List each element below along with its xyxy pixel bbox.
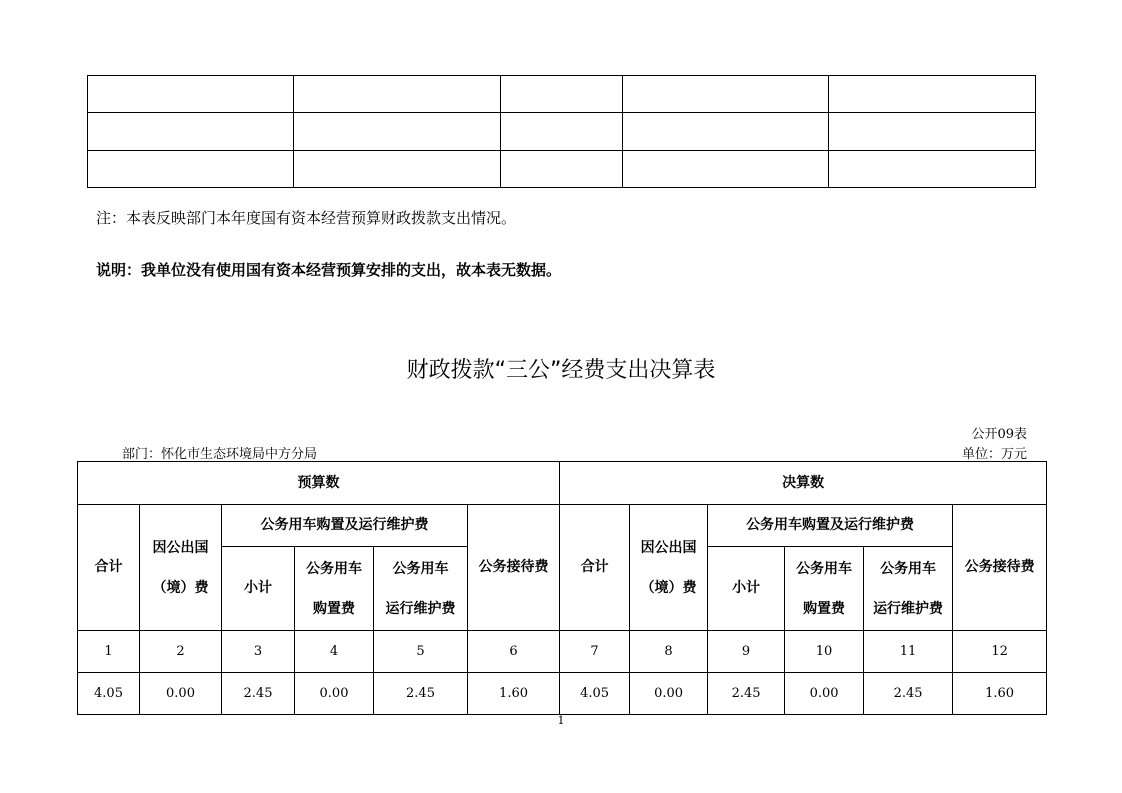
table-row bbox=[88, 113, 1036, 150]
column-number-cell: 8 bbox=[630, 631, 708, 673]
column-number-cell: 6 bbox=[468, 631, 560, 673]
value-cell: 1.60 bbox=[468, 673, 560, 715]
table-note: 注：本表反映部门本年度国有资本经营预算财政拨款支出情况。 bbox=[96, 209, 517, 227]
final-operation-header: 公务用车 运行维护费 bbox=[864, 547, 953, 631]
column-number-cell: 2 bbox=[140, 631, 222, 673]
value-cell: 0.00 bbox=[140, 673, 222, 715]
table-row bbox=[88, 150, 1036, 187]
table-row-group-headers bbox=[78, 462, 1047, 505]
value-cell: 2.45 bbox=[864, 673, 953, 715]
table-row bbox=[88, 76, 1036, 113]
final-abroad-header: 因公出国 （境）费 bbox=[630, 505, 708, 631]
table-row-headers bbox=[78, 505, 1047, 547]
budget-header: 预算数 bbox=[78, 462, 560, 505]
column-number-cell: 11 bbox=[864, 631, 953, 673]
page-number: 1 bbox=[557, 714, 565, 727]
final-subtotal-header: 小计 bbox=[708, 547, 785, 631]
budget-purchase-header: 公务用车 购置费 bbox=[295, 547, 374, 631]
final-reception-header: 公务接待费 bbox=[953, 505, 1047, 631]
value-cell: 1.60 bbox=[953, 673, 1047, 715]
budget-total-header: 合计 bbox=[78, 505, 140, 631]
page-title: 财政拨款“三公”经费支出决算表 bbox=[406, 358, 716, 383]
value-cell: 4.05 bbox=[78, 673, 140, 715]
column-number-cell: 9 bbox=[708, 631, 785, 673]
value-cell: 0.00 bbox=[295, 673, 374, 715]
previous-table-empty-grid bbox=[87, 75, 1036, 188]
column-number-cell: 4 bbox=[295, 631, 374, 673]
form-number: 公开09表 bbox=[971, 427, 1027, 442]
final-vehicle-header: 公务用车购置及运行维护费 bbox=[708, 505, 953, 547]
value-cell: 0.00 bbox=[630, 673, 708, 715]
table-row-column-numbers bbox=[78, 631, 1047, 673]
explanation-text: 说明：我单位没有使用国有资本经营预算安排的支出，故本表无数据。 bbox=[96, 261, 562, 279]
budget-vehicle-header: 公务用车购置及运行维护费 bbox=[222, 505, 468, 547]
table-row-values bbox=[78, 673, 1047, 715]
three-public-expenses-table bbox=[77, 461, 1047, 715]
value-cell: 2.45 bbox=[708, 673, 785, 715]
final-header: 决算数 bbox=[560, 462, 1047, 505]
column-number-cell: 10 bbox=[785, 631, 864, 673]
department-label: 部门：怀化市生态环境局中方分局 bbox=[122, 447, 318, 462]
column-number-cell: 1 bbox=[78, 631, 140, 673]
budget-subtotal-header: 小计 bbox=[222, 547, 295, 631]
unit-label: 单位：万元 bbox=[961, 447, 1027, 462]
column-number-cell: 5 bbox=[374, 631, 468, 673]
final-total-header: 合计 bbox=[560, 505, 630, 631]
value-cell: 4.05 bbox=[560, 673, 630, 715]
budget-abroad-header: 因公出国 （境）费 bbox=[140, 505, 222, 631]
column-number-cell: 12 bbox=[953, 631, 1047, 673]
budget-operation-header: 公务用车 运行维护费 bbox=[374, 547, 468, 631]
column-number-cell: 3 bbox=[222, 631, 295, 673]
value-cell: 2.45 bbox=[374, 673, 468, 715]
value-cell: 0.00 bbox=[785, 673, 864, 715]
final-purchase-header: 公务用车 购置费 bbox=[785, 547, 864, 631]
value-cell: 2.45 bbox=[222, 673, 295, 715]
budget-reception-header: 公务接待费 bbox=[468, 505, 560, 631]
column-number-cell: 7 bbox=[560, 631, 630, 673]
